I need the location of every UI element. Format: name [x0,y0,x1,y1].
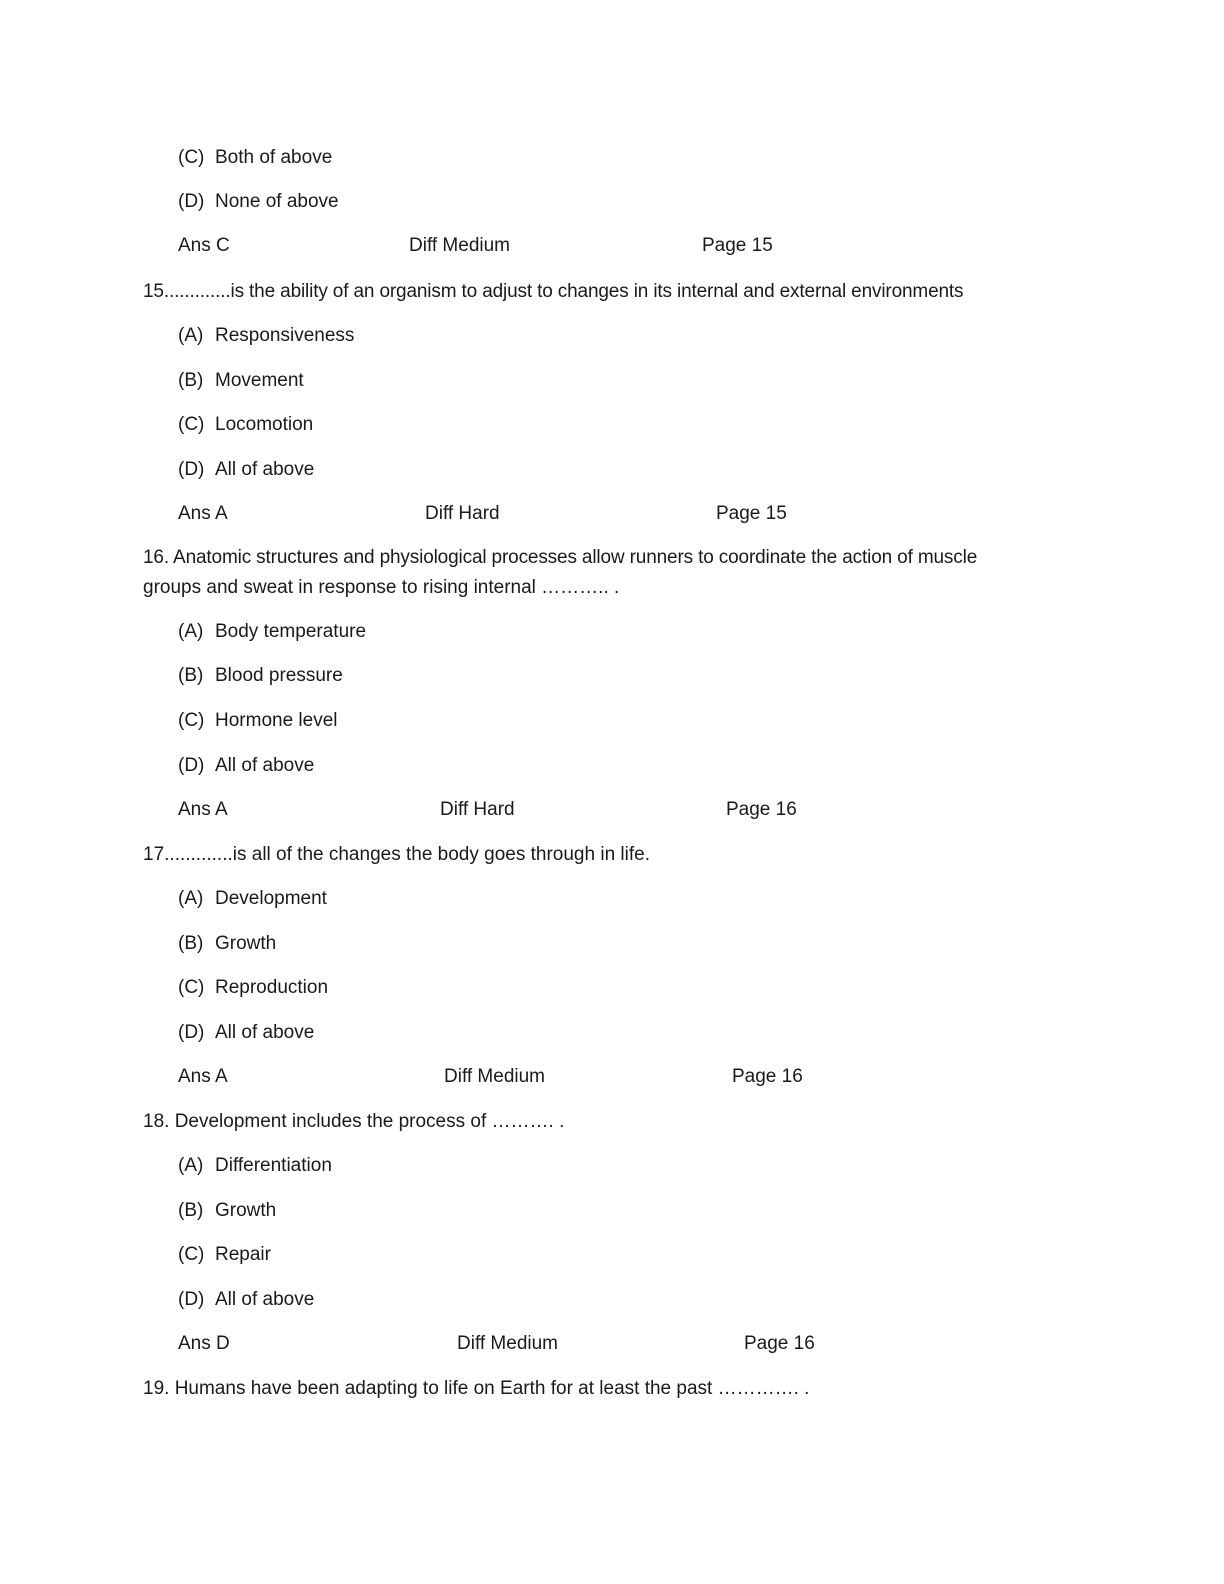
option-a: (A) Responsiveness [178,325,355,346]
answer: Ans C [178,235,230,256]
answer-line [178,1332,230,1356]
question-text: 18. Development includes the process of ………. . [143,1111,565,1132]
question-text: 16. Anatomic structures and physiological processes allow runners to coordinate the action of muscle [143,547,978,568]
page-ref: Page 16 [732,1066,803,1087]
option-b: (B) Movement [178,370,304,391]
option-b: (B) Growth [178,1200,277,1221]
option-d: (D) All of above [178,1289,315,1310]
option-b: (B) Blood pressure [178,665,343,686]
option-d: (D) All of above [178,459,315,480]
option-b: (B) Growth [178,933,277,954]
page-ref: Page 15 [702,235,773,256]
question-text: 17.............is all of the changes the body goes through in life. [143,844,650,865]
question-text: 19. Humans have been adapting to life on Earth for at least the past …………. . [143,1378,810,1399]
difficulty: Diff Medium [444,1066,546,1087]
answer: Ans A [178,503,228,524]
answer-line [178,798,228,822]
option-d: (D) None of above [178,191,339,212]
answer-line [178,234,230,258]
difficulty: Diff Medium [409,235,511,256]
option-c: (C) Reproduction [178,977,329,998]
option-c: (C) Repair [178,1244,271,1265]
difficulty: Diff Hard [425,503,500,524]
option-d: (D) All of above [178,755,315,776]
option-d: (D) All of above [178,1022,315,1043]
page-ref: Page 15 [716,503,787,524]
difficulty: Diff Medium [457,1333,559,1354]
option-c: (C) Locomotion [178,414,314,435]
answer: Ans A [178,799,228,820]
option-a: (A) Development [178,888,327,909]
answer-line [178,502,228,526]
page-ref: Page 16 [744,1333,815,1354]
option-c: (C) Both of above [178,147,333,168]
answer: Ans A [178,1066,228,1087]
option-a: (A) Differentiation [178,1155,332,1176]
option-c: (C) Hormone level [178,710,338,731]
question-text-continued: groups and sweat in response to rising internal ……….. . [143,577,620,598]
difficulty: Diff Hard [440,799,515,820]
page-ref: Page 16 [726,799,797,820]
answer-line [178,1065,228,1089]
question-text: 15.............is the ability of an organism to adjust to changes in its internal and external environments [143,281,964,302]
answer: Ans D [178,1333,230,1354]
option-a: (A) Body temperature [178,621,367,642]
